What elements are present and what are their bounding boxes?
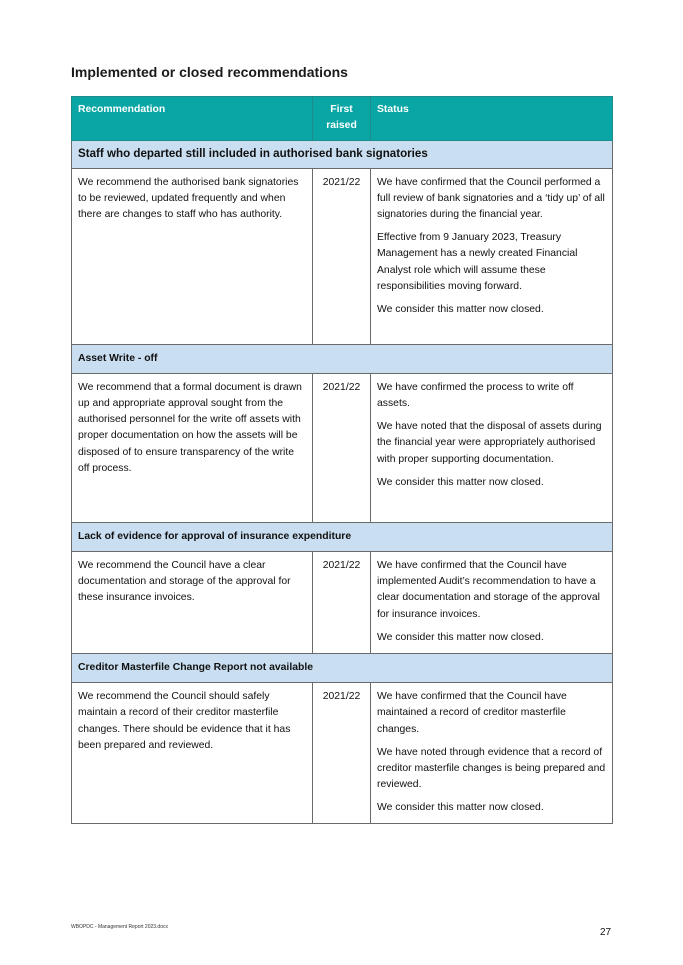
status-paragraph: We have confirmed that the Council have maintained a record of creditor masterfile changes. [377, 691, 567, 735]
header-status: Status [371, 97, 613, 141]
status-paragraph: We have confirmed that the Council performed a full review of bank signatories and a ‘tidy up’ of all signatories during the financial year. [377, 176, 605, 221]
status-paragraph: We have noted that the disposal of assets during the financial year were appropriately authorised with proper supporting documentation. [377, 421, 602, 465]
table-row [72, 552, 613, 654]
page-title: Implemented or closed recommendations [71, 64, 348, 80]
status-paragraph: We consider this matter now closed. [377, 476, 544, 488]
status-paragraph: We have confirmed that the Council have implemented Audit’s recommendation to have a clear documentation and storage of the approval for insurance invoices. [377, 560, 600, 620]
header-recommendation: Recommendation [72, 97, 313, 141]
section-title-row [72, 522, 613, 551]
table-row [72, 168, 613, 344]
section-title-row [72, 654, 613, 683]
status-paragraph: We have confirmed the process to write off assets. [377, 381, 574, 410]
recommendation-cell: We recommend the authorised bank signatories to be reviewed, updated frequently and when there are changes to staff who has authority. [72, 168, 313, 344]
status-paragraph: We consider this matter now closed. [377, 631, 544, 643]
header-first-raised-line1: First [330, 104, 353, 115]
status-paragraph: Effective from 9 January 2023, Treasury Management has a newly created Financial Analyst role which will assume these responsibilities moving forward. [377, 232, 578, 292]
header-first-raised [313, 97, 371, 141]
status-paragraph: We consider this matter now closed. [377, 304, 544, 316]
status-cell [371, 552, 613, 654]
recommendation-cell: We recommend that a formal document is drawn up and appropriate approval sought from the authorised personnel for the write off assets with proper documentation on how the assets will be disposed of to ensure transparency of the write off process. [72, 373, 313, 522]
first-raised-cell: 2021/22 [313, 552, 371, 654]
first-raised-cell: 2021/22 [313, 683, 371, 823]
status-cell [371, 168, 613, 344]
table-row [72, 373, 613, 522]
header-first-raised-line2: raised [326, 120, 357, 132]
section-title: Staff who departed still included in authorised bank signatories [72, 141, 613, 168]
status-cell [371, 373, 613, 522]
first-raised-cell: 2021/22 [313, 373, 371, 522]
footer-filename: WBOPDC - Management Report 2023.docx [71, 924, 168, 930]
table-header-row [72, 97, 613, 141]
recommendation-cell: We recommend the Council should safely maintain a record of their creditor masterfile changes. There should be evidence that it has been prepared and reviewed. [72, 683, 313, 823]
page-number: 27 [600, 927, 612, 938]
section-title-row [72, 141, 613, 168]
recommendations-table [71, 96, 613, 824]
status-paragraph: We have noted through evidence that a record of creditor masterfile changes is being prepared and reviewed. [377, 746, 606, 791]
status-paragraph: We consider this matter now closed. [377, 802, 544, 814]
section-title: Lack of evidence for approval of insurance expenditure [72, 522, 613, 551]
section-title-row [72, 344, 613, 373]
table-row [72, 683, 613, 823]
section-title: Creditor Masterfile Change Report not available [72, 654, 613, 683]
first-raised-cell: 2021/22 [313, 168, 371, 344]
section-title: Asset Write - off [72, 344, 613, 373]
recommendation-cell: We recommend the Council have a clear documentation and storage of the approval for these insurance invoices. [72, 552, 313, 654]
status-cell [371, 683, 613, 823]
